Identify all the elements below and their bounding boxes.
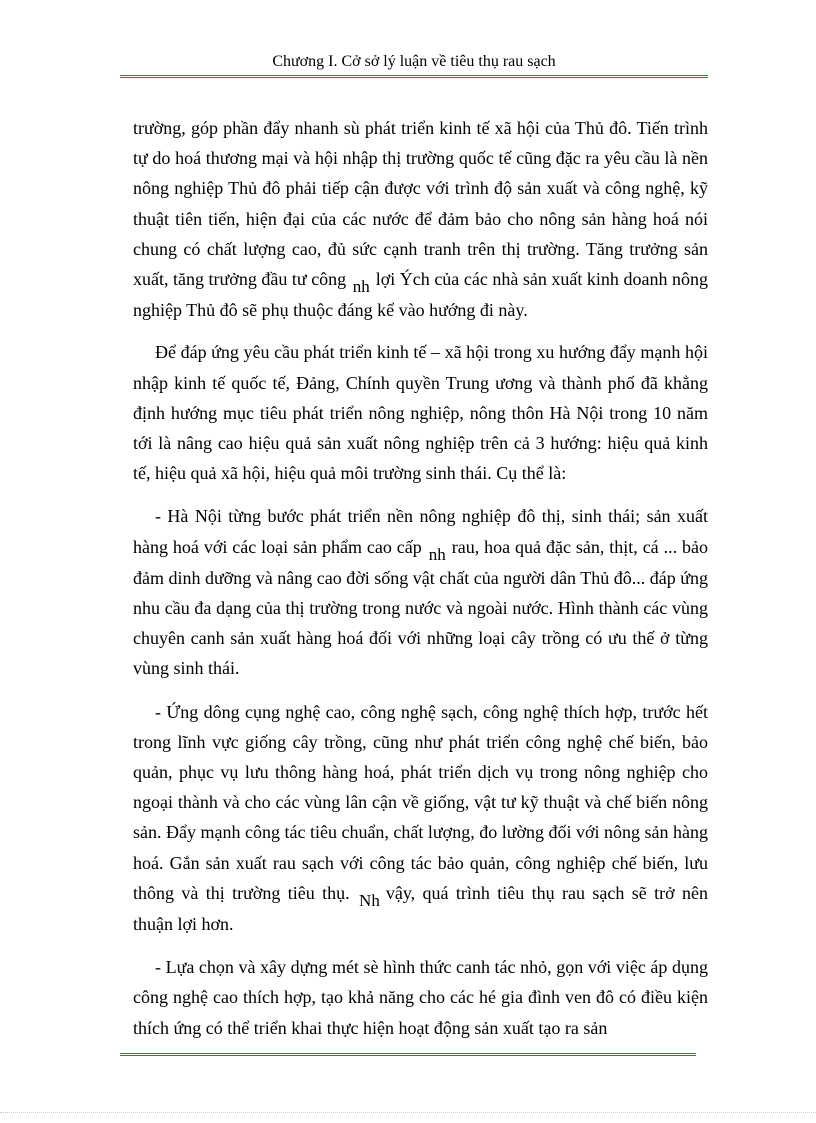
- document-body: [133, 113, 708, 1056]
- paragraph-intro: Để đáp ứng yêu cầu phát triển kinh tế – xã hội trong xu hướng đẩy mạnh hội nhập kinh tế quốc tế, Đảng, Chính quyền Trung ương và thành phố đã khẳng định hướng mục tiêu phát triển nông nghiệp, nông thôn Hà Nội trong 10 năm tới là nâng cao hiệu quả sản xuất nông nghiệp trên cả 3 hướng: hiệu quả kinh tế, hiệu quả xã hội, hiệu quả môi trường sinh thái. Cụ thể là:: [133, 342, 708, 484]
- page-header: [120, 52, 708, 72]
- paragraph-bullet-2: - Ứng dông cụng nghệ cao, công nghệ sạch, công nghệ thích hợp, trước hết trong lĩnh vực giống cây trồng, cũng như phát triển công nghệ chế biến, bảo quản, phục vụ lưu thông hàng hoá, phát triển dịch vụ trong nông nghiệp cho ngoại thành và cho các vùng lân cận về giống, vật tư kỹ thuật và chế biến nông sản. Đẩy mạnh công tác tiêu chuẩn, chất lượng, đo lường đối với nông sản hàng hoá. Gắn sản xuất rau sạch với công tác bảo quản, công nghiệp chế biến, lưu thông và thị trường tiêu thụ. Nh vậy, quá trình tiêu thụ rau sạch sẽ trở nên thuận lợi hơn.: [133, 701, 709, 935]
- subscript-fragment: nh: [428, 544, 446, 564]
- page-bottom-border: [0, 1112, 816, 1113]
- paragraph-bullet-1: - Hà Nội từng bước phát triển nền nông nghiệp đô thị, sinh thái; sản xuất hàng hoá với các loại sản phẩm cao cấp nh rau, hoa quả đặc sản, thịt, cá ... bảo đảm dinh dưỡng và nâng cao đời sống vật chất của người dân Thủ đô... đáp ứng nhu cầu đa dạng của thị trường trong nước và ngoài nước. Hình thành các vùng chuyên canh sản xuất hàng hoá đối với những loại cây trồng có ưu thế ở từng vùng sinh thái.: [133, 506, 709, 679]
- header-rule: [120, 75, 708, 78]
- subscript-fragment: nh: [352, 277, 370, 297]
- subscript-fragment: Nh: [359, 890, 380, 910]
- paragraph-bullet-3: - Lựa chọn và xây dựng mét sè hình thức canh tác nhỏ, gọn với việc áp dụng công nghệ cao thích hợp, tạo khả năng cho các hé gia đình ven đô có điều kiện thích ứng có thể triển khai thực hiện hoạt động sản xuất tạo ra sản: [133, 957, 708, 1038]
- chapter-title: Chương I. Cở sở lý luận về tiêu thụ rau sạch: [272, 53, 556, 70]
- footer-rule: [120, 1053, 696, 1056]
- paragraph-continuation: trường, góp phần đẩy nhanh sù phát triển kinh tế xã hội của Thủ đô. Tiến trình tự do hoá thương mại và hội nhập thị trường quốc tế cũng đặc ra yêu cầu là nền nông nghiệp Thủ đô phải tiếp cận được với trình độ sản xuất và công nghệ, kỹ thuật tiên tiến, hiện đại của các nước để đảm bảo cho nông sản hàng hoá nói chung có chất lượng cao, đủ sức cạnh tranh trên thị trường. Tăng trưởng sản xuất, tăng trưởng đầu tư công nh lợi Ých của các nhà sản xuất kinh doanh nông nghiệp Thủ đô sẽ phụ thuộc đáng kể vào hướng đi này.: [133, 118, 709, 321]
